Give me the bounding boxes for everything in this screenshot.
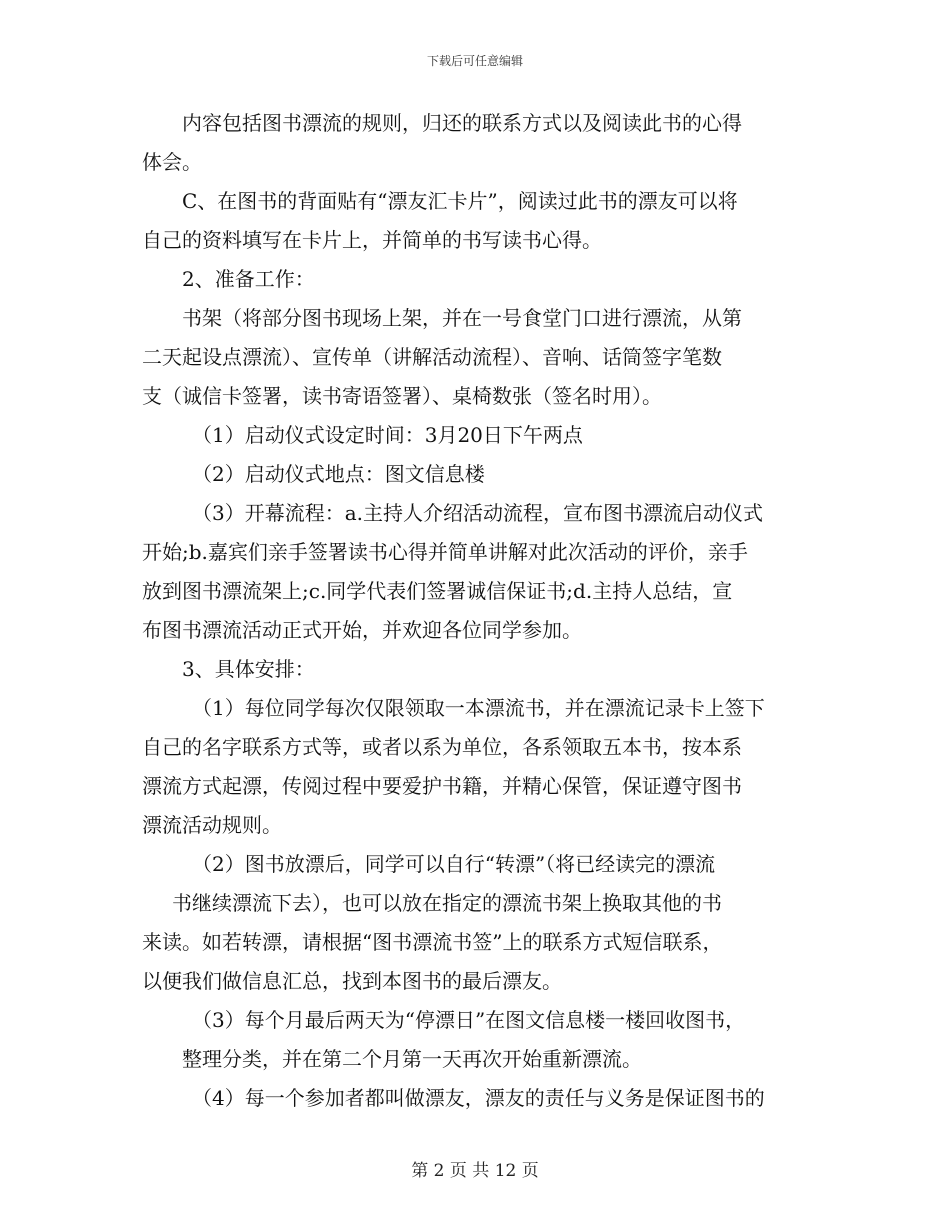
paragraph-line: 书继续漂流下去），也可以放在指定的漂流书架上换取其他的书 [172, 891, 722, 915]
page-header: 下载后可任意编辑 [426, 54, 523, 68]
paragraph-line: 漂流方式起漂，传阅过程中要爱护书籍，并精心保管，保证遵守图书 [142, 774, 742, 798]
paragraph-line: 布图书漂流活动正式开始，并欢迎各位同学参加。 [142, 618, 582, 642]
paragraph-line: 整理分类，并在第二个月第一天再次开始重新漂流。 [182, 1047, 642, 1071]
list-item: （2）启动仪式地点：图文信息楼 [192, 462, 485, 486]
paragraph-line: C、在图书的背面贴有“漂友汇卡片”，阅读过此书的漂友可以将 [182, 189, 738, 213]
list-item: （2）图书放漂后，同学可以自行“转漂”（将已经读完的漂流 [192, 852, 716, 876]
section-heading: 3、具体安排： [182, 657, 315, 681]
paragraph-line: 放到图书漂流架上;c.同学代表们签署诚信保证书;d.主持人总结，宣 [142, 579, 733, 603]
list-item: （1）每位同学每次仅限领取一本漂流书，并在漂流记录卡上签下 [192, 696, 765, 720]
paragraph-line: 自己的资料填写在卡片上，并简单的书写读书心得。 [142, 228, 602, 252]
paragraph-line: 以便我们做信息汇总，找到本图书的最后漂友。 [142, 969, 562, 993]
section-heading: 2、准备工作： [182, 267, 315, 291]
document-body [142, 104, 808, 1118]
paragraph-line: 书架（将部分图书现场上架，并在一号食堂门口进行漂流，从第 [182, 306, 742, 330]
list-item: （4）每一个参加者都叫做漂友，漂友的责任与义务是保证图书的 [192, 1086, 765, 1110]
paragraph-line: 自己的名字联系方式等，或者以系为单位，各系领取五本书，按本系 [142, 735, 742, 759]
paragraph-line: 开始;b.嘉宾们亲手签署读书心得并简单讲解对此次活动的评价，亲手 [142, 540, 748, 564]
paragraph-line: 来读。如若转漂，请根据“图书漂流书签”上的联系方式短信联系， [142, 930, 723, 954]
paragraph-line: 漂流活动规则。 [142, 813, 282, 837]
list-item: （3）每个月最后两天为“停漂日”在图文信息楼一楼回收图书， [192, 1008, 746, 1032]
page-number-footer: 第 2 页 共 12 页 [411, 1161, 539, 1181]
paragraph-line: 内容包括图书漂流的规则，归还的联系方式以及阅读此书的心得 [182, 111, 742, 135]
paragraph-line: 二天起设点漂流）、宣传单（讲解活动流程）、音响、话筒签字笔数 [142, 345, 722, 369]
paragraph-line: 支（诚信卡签署，读书寄语签署）、桌椅数张（签名时用）。 [142, 384, 662, 408]
list-item: （1）启动仪式设定时间：3月20日下午两点 [192, 423, 583, 447]
list-item: （3）开幕流程：a.主持人介绍活动流程，宣布图书漂流启动仪式 [192, 501, 764, 525]
paragraph-line: 体会。 [142, 150, 202, 174]
